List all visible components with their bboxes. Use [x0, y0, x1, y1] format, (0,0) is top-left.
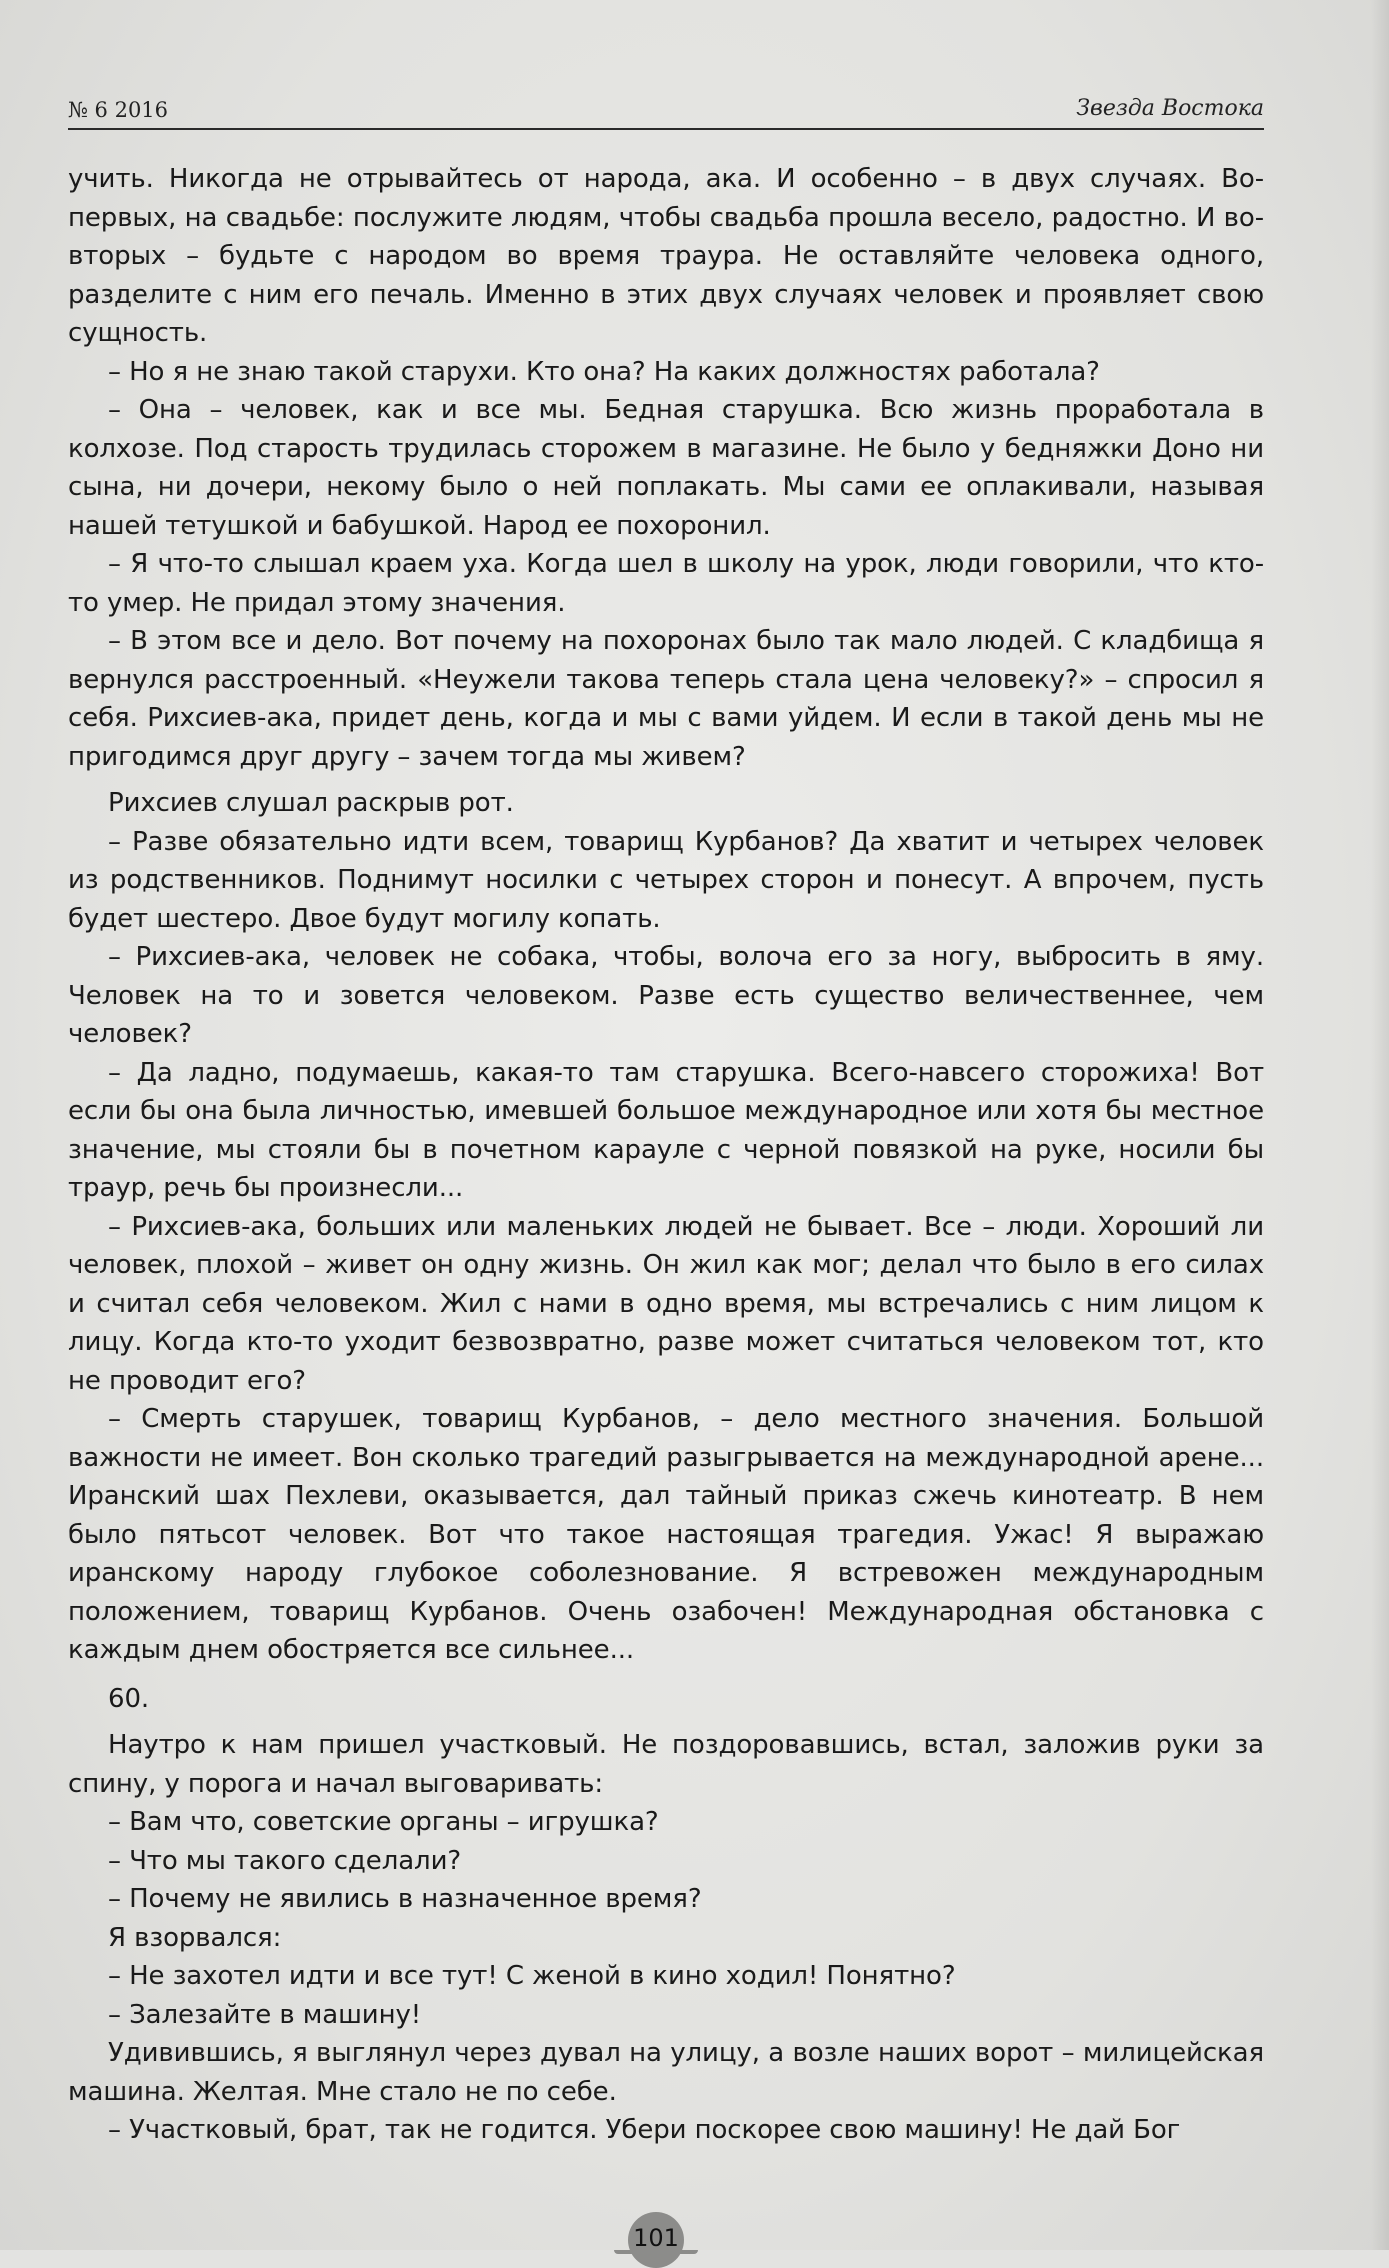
paragraph: – Разве обязательно идти всем, товарищ Курбанов? Да хватит и четырех человек из родственников. Поднимут носилки с четырех сторон и понесут. А впрочем, пусть будет шестеро. Двое будут могилу копать.	[68, 826, 1264, 934]
page-number-badge: 101	[628, 2212, 684, 2268]
paragraph: – Что мы такого сделали?	[108, 1845, 462, 1876]
paragraph: – Вам что, советские органы – игрушка?	[108, 1807, 659, 1837]
issue-number: № 6 2016	[68, 98, 169, 122]
paragraph: – Залезайте в машину!	[108, 1999, 422, 2030]
running-header	[68, 92, 1264, 128]
header-rule	[68, 128, 1264, 130]
paragraph: – Да ладно, подумаешь, какая-то там старушка. Всего-навсего сторожиха! Вот если бы она была личностью, имевшей большое международное или хотя бы местное значение, мы стояли бы в почетном карауле с черной повязкой на руке, носили бы траур, речь бы произнесли...	[68, 1057, 1264, 1203]
paragraph: Рихсиев слушал раскрыв рот.	[108, 788, 514, 818]
page-edge-shadow	[1371, 0, 1389, 2250]
paragraph: – Смерть старушек, товарищ Курбанов, – дело местного значения. Большой важности не имеет. Вон сколько трагедий разыгрывается на международной арене... Иранский шах Пехлеви, оказывается, дал тайный приказ сжечь кинотеатр. В нем было пятьсот человек. Вот что такое настоящая трагедия. Ужас! Я выражаю иранскому народу глубокое соболезнование. Я встревожен международным положением, товарищ Курбанов. Очень озабочен! Международная обстановка с каждым днем обостряется все сильнее...	[68, 1404, 1264, 1665]
article-body	[68, 160, 1264, 2150]
paragraph: – Участковый, брат, так не годится. Убери поскорее свою машину! Не дай Бог	[108, 2115, 1181, 2145]
paragraph: – В этом все и дело. Вот почему на похоронах было так мало людей. С кладбища я вернулся расстроенный. «Неужели такова теперь стала цена человеку?» – спросил я себя. Рихсиев-ака, придет день, когда и мы с вами уйдем. И если в такой день мы не пригодимся друг другу – зачем тогда мы живем?	[68, 626, 1264, 772]
paragraph: учить. Никогда не отрывайтесь от народа, ака. И особенно – в двух случаях. Во-первых, на свадьбе: послужите людям, чтобы свадьба прошла весело, радостно. И во-вторых – будьте с народом во время траура. Не оставляйте человека одного, разделите с ним его печаль. Именно в этих двух случаях человек и проявляет свою сущность.	[68, 164, 1264, 348]
paragraph: – Она – человек, как и все мы. Бедная старушка. Всю жизнь проработала в колхозе. Под старость трудилась сторожем в магазине. Не было у бедняжки Доно ни сына, ни дочери, некому было о ней поплакать. Мы сами ее оплакивали, называя нашей тетушкой и бабушкой. Народ ее похоронил.	[68, 395, 1264, 541]
paragraph: Удивившись, я выглянул через дувал на улицу, а возле наших ворот – милицейская машина. Желтая. Мне стало не по себе.	[68, 2038, 1264, 2107]
paragraph: – Рихсиев-ака, больших или маленьких людей не бывает. Все – люди. Хороший ли человек, плохой – живет он одну жизнь. Он жил как мог; делал что было в его силах и считал себя человеком. Жил с нами в одно время, мы встречались с ним лицом к лицу. Когда кто-то уходит безвозвратно, разве может считаться человеком тот, кто не проводит его?	[68, 1211, 1264, 1396]
paragraph: Наутро к нам пришел участковый. Не поздоровавшись, встал, заложив руки за спину, у порога и начал выговаривать:	[68, 1730, 1264, 1799]
journal-title: Звезда Востока	[1076, 96, 1264, 121]
paragraph: Я взорвался:	[108, 1922, 282, 1953]
paragraph: – Не захотел идти и все тут! С женой в кино ходил! Понятно?	[108, 1961, 956, 1991]
paragraph: – Я что-то слышал краем уха. Когда шел в школу на урок, люди говорили, что кто-то умер. Не придал этому значения.	[68, 549, 1264, 618]
paragraph: – Рихсиев-ака, человек не собака, чтобы, волоча его за ногу, выбросить в яму. Человек на то и зовется человеком. Разве есть существо величественнее, чем человек?	[68, 942, 1264, 1049]
section-number: 60.	[108, 1683, 150, 1714]
paragraph: – Но я не знаю такой старухи. Кто она? На каких должностях работала?	[108, 356, 1100, 387]
paragraph: – Почему не явились в назначенное время?	[108, 1884, 702, 1914]
